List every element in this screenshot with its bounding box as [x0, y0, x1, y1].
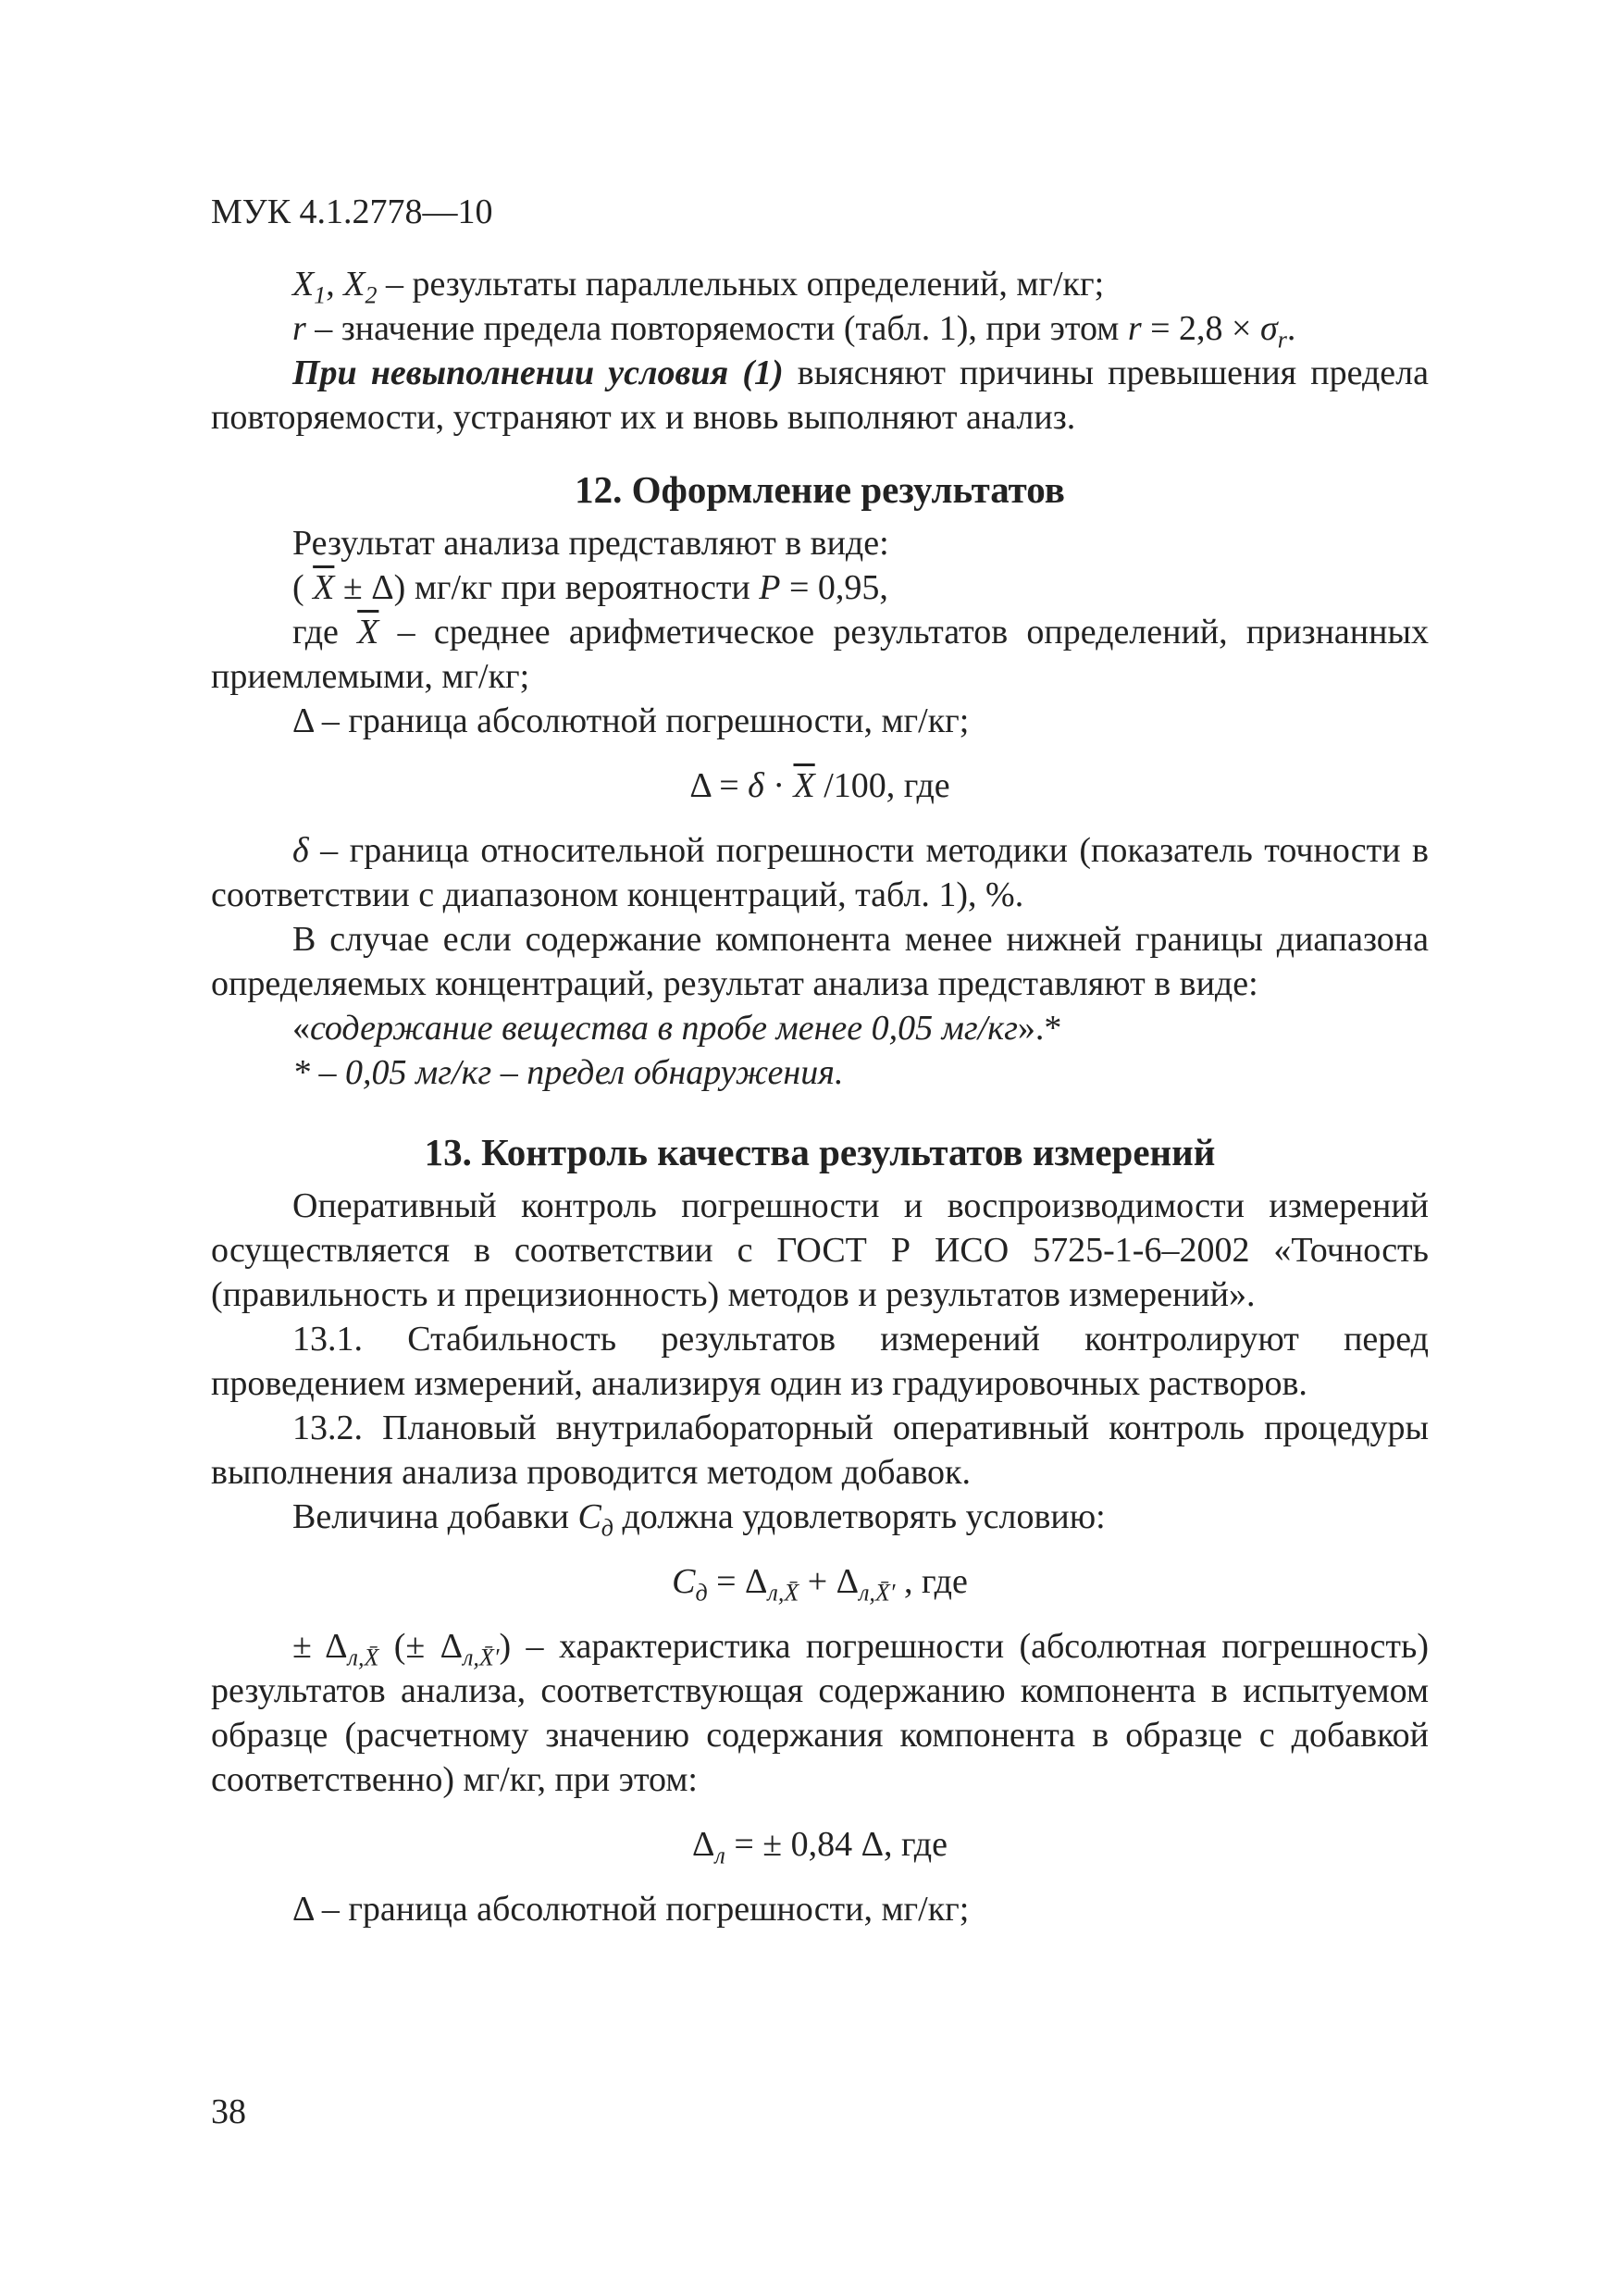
page-number: 38 [211, 2092, 246, 2131]
char-b: (± Δ [378, 1627, 464, 1666]
additive-condition [211, 1495, 1429, 1542]
delta-formula-b: /100, где [814, 766, 950, 805]
eq2-subscript: л [714, 1842, 725, 1869]
condition-text: выясняют причины превышения предела повторяемости, устраняют их и вновь выполняют анализ. [211, 354, 1429, 437]
detection-limit-footnote: * – 0,05 мг/кг – предел обнаружения. [292, 1053, 844, 1092]
lab-delta-formula [211, 1822, 1429, 1867]
result-formula-line [211, 565, 1429, 610]
result-end: = 0,95, [780, 568, 888, 607]
eq2-b: = ± 0,84 Δ, где [725, 1825, 948, 1864]
delta-formula [211, 763, 1429, 808]
symbol-sigma-subscript: r [1277, 326, 1287, 354]
char-c: ) – [499, 1627, 559, 1666]
definition-x1-x2 [211, 262, 1429, 309]
error-characteristic-paragraph [211, 1624, 1429, 1802]
eq1-c: C [672, 1562, 696, 1601]
quote-text: содержание вещества в пробе менее 0,05 мг/кг [310, 1009, 1018, 1048]
delta-definition: Δ – граница абсолютной погрешности, мг/кг; [292, 701, 970, 740]
additive-b: должна удовлетворять условию: [613, 1497, 1106, 1536]
eq1-subscript-2: л,X̄′ [859, 1579, 896, 1607]
definition-r [211, 306, 1429, 354]
quote-open: « [292, 1009, 310, 1048]
symbol-x-mean-def: $\overline{X}$ [357, 613, 379, 652]
additive-formula [211, 1559, 1429, 1607]
symbol-x1: X [292, 265, 315, 304]
symbol-c-subscript: д [601, 1514, 613, 1542]
eq1-plus: + Δ [799, 1562, 860, 1601]
result-open: ( [292, 568, 314, 607]
delta-formula-a: Δ = [689, 766, 749, 805]
symbol-x-mean: $\overline{X}$ [313, 568, 335, 607]
where-x-mean [211, 610, 1429, 699]
symbol-x2: X [343, 265, 365, 304]
symbol-p: P [759, 568, 781, 607]
low-content-quote [211, 1006, 1429, 1050]
delta-small-definition [211, 828, 1429, 917]
char-subscript-2: л,X̄′ [463, 1644, 500, 1671]
control-paragraph: Оперативный контроль погрешности и воспроизводимости измерений осуществляется в соответствии с ГОСТ Р ИСО 5725-1-6–2002 «Точность (правильность и прецизионность) методов и результатов измерений». [211, 1186, 1429, 1314]
symbol-sigma: σ [1260, 309, 1278, 348]
additive-a: Величина добавки [292, 1497, 578, 1536]
section-12-heading: 12. Оформление результатов [575, 468, 1065, 511]
planned-control-paragraph: 13.2. Плановый внутрилабораторный оперативный контроль процедуры выполнения анализа проводится методом добавок. [211, 1409, 1429, 1492]
where-x-text: – среднее арифметическое результатов определений, признанных приемлемыми, мг/кг; [211, 613, 1429, 696]
r-formula-text: = 2,8 × [1141, 309, 1260, 348]
quote-close: ».* [1017, 1009, 1062, 1048]
condition-emphasis: При невыполнении условия (1) [292, 354, 784, 392]
symbol-separator: , [326, 265, 344, 304]
eq1-subscript-1: л,X̄ [767, 1579, 799, 1607]
delta-small-text: – граница относительной погрешности методики (показатель точности в соответствии с диапазоном концентраций, табл. 1), %. [211, 831, 1429, 914]
eq1-end: , где [895, 1562, 968, 1601]
section-13-heading: 13. Контроль качества результатов измерений [424, 1131, 1216, 1173]
symbol-x-mean-formula: $\overline{X}$ [793, 766, 815, 805]
symbol-c-additive: C [577, 1497, 601, 1536]
eq1-mid: = Δ [707, 1562, 768, 1601]
delta-formula-dot: · [763, 766, 794, 805]
char-a: ± Δ [292, 1627, 348, 1666]
symbol-delta-small: δ [748, 766, 764, 805]
running-header: МУК 4.1.2778—10 [211, 192, 493, 231]
definition-x-text: – результаты параллельных определений, мг/кг; [377, 265, 1105, 304]
result-mid: ± Δ) мг/кг при вероятности [334, 568, 760, 607]
symbol-x1-subscript: 1 [314, 281, 327, 309]
char-text: характеристика погрешности (абсолютная погрешность) результатов анализа, соответствующая содержанию компонента в испытуемом образце (расчетному значению содержания компонента в образце с добавкой соответственно) мг/кг, при этом: [211, 1627, 1430, 1799]
condition-paragraph [211, 351, 1429, 440]
definition-r-text: – значение предела повторяемости (табл. 1), при этом [305, 309, 1128, 348]
stability-paragraph: 13.1. Стабильность результатов измерений контролируют перед проведением измерений, анализируя один из градуировочных растворов. [211, 1320, 1429, 1403]
symbol-delta-small-def: δ [292, 831, 309, 870]
r-formula-period: . [1286, 309, 1296, 348]
symbol-r: r [292, 309, 306, 348]
symbol-x2-subscript: 2 [365, 281, 378, 309]
delta-definition-2: Δ – граница абсолютной погрешности, мг/кг; [292, 1890, 970, 1929]
result-intro: Результат анализа представляют в виде: [292, 524, 889, 563]
eq2-a: Δ [692, 1825, 715, 1864]
symbol-r-formula: r [1127, 309, 1142, 348]
low-content-paragraph: В случае если содержание компонента менее нижней границы диапазона определяемых концентраций, результат анализа представляют в виде: [211, 920, 1429, 1003]
where-label: где [292, 613, 358, 652]
eq1-c-subscript: д [695, 1579, 708, 1607]
char-subscript-1: л,X̄ [347, 1644, 379, 1671]
